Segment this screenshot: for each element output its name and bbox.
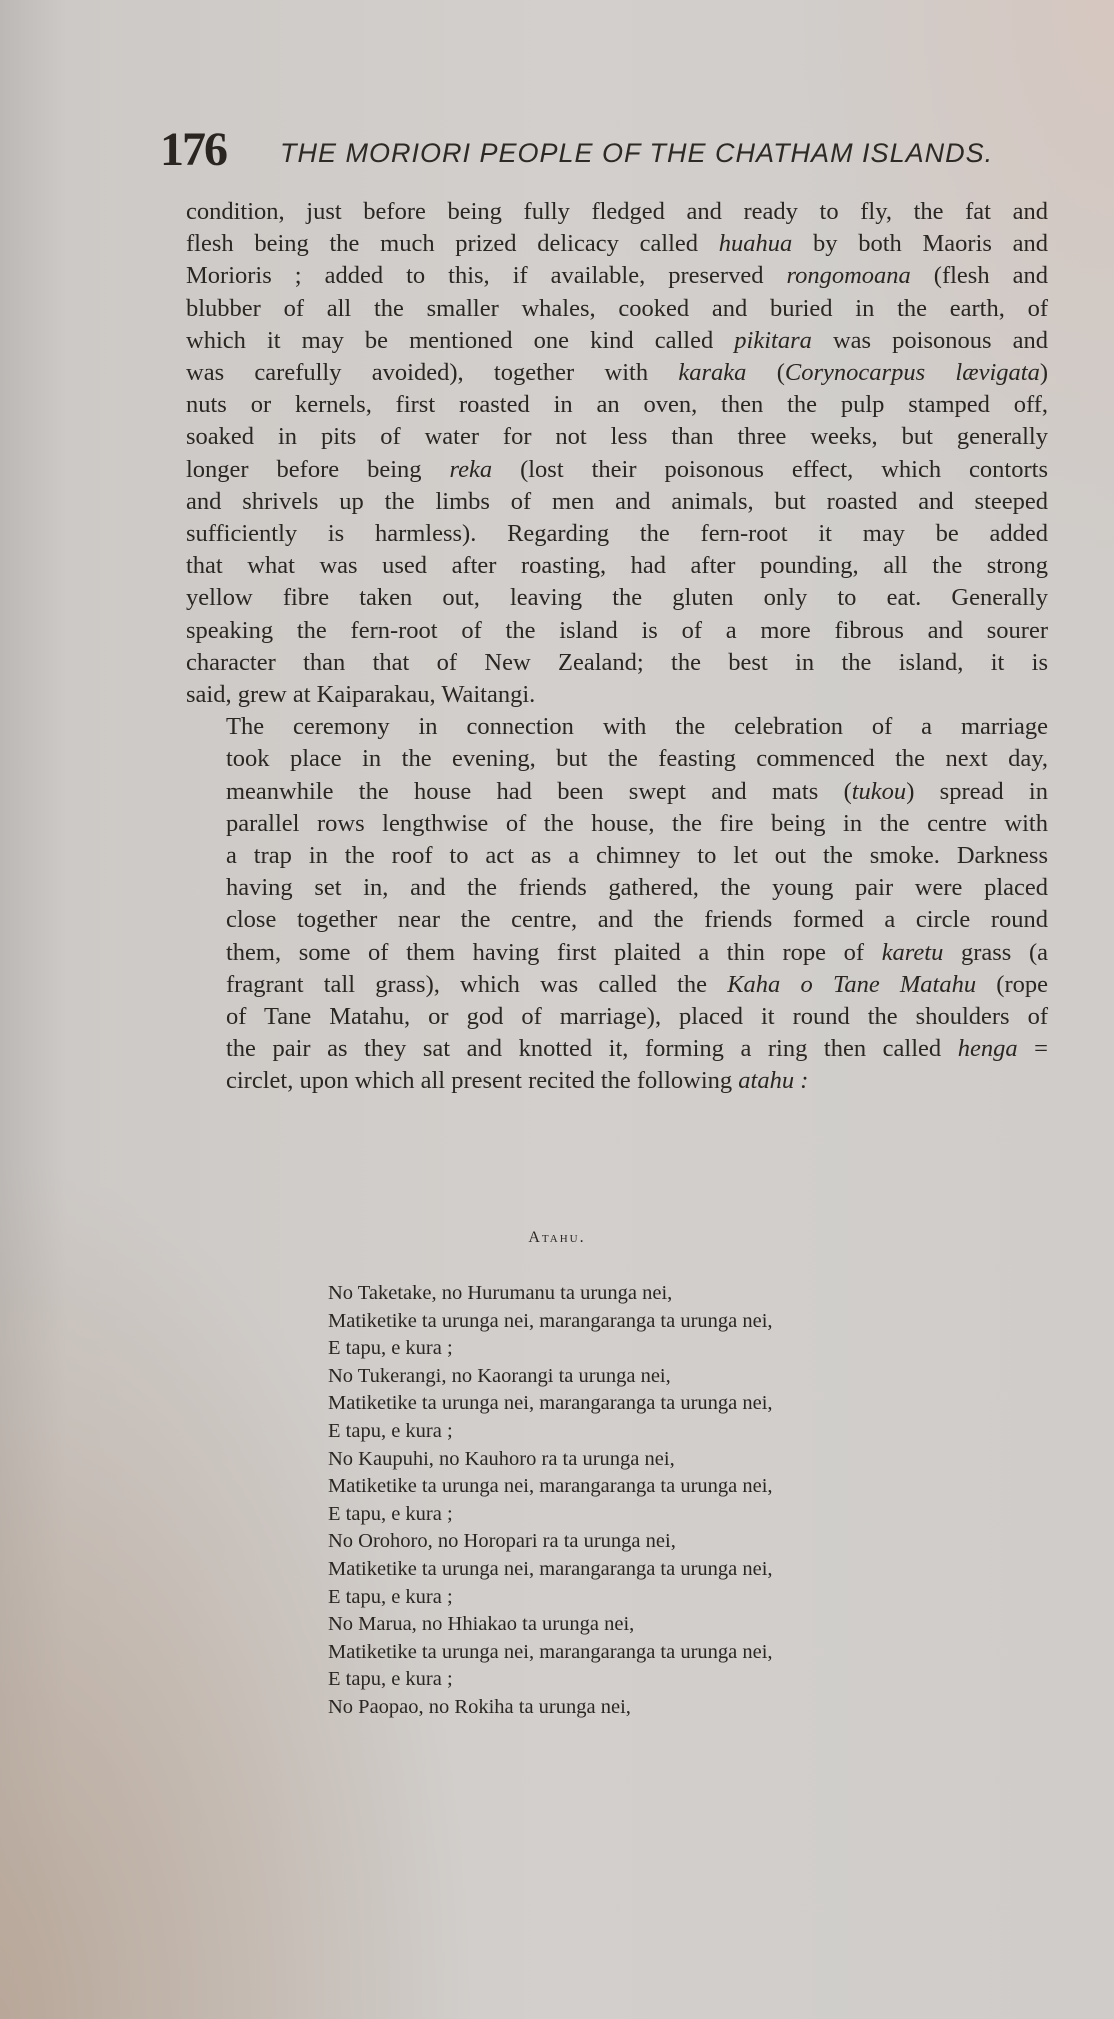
poem-line: E tapu, e kura ; xyxy=(328,1337,453,1360)
text-run: them, some of them having first plaited a thin rope of xyxy=(226,938,882,966)
poem-line: Matiketike ta urunga nei, marangaranga ta urunga nei, xyxy=(328,1640,773,1663)
italic-term: tukou xyxy=(851,777,907,805)
poem-line: Matiketike ta urunga nei, marangaranga ta urunga nei, xyxy=(328,1475,773,1498)
body-text xyxy=(186,196,1048,1098)
text-line xyxy=(186,518,1048,550)
text-run: The ceremony in connection with the celebration of a marriage xyxy=(226,713,1048,741)
text-line xyxy=(186,1033,1048,1065)
running-head: THE MORIORI PEOPLE OF THE CHATHAM ISLANDS. xyxy=(280,138,994,168)
text-run: ( xyxy=(746,359,785,387)
text-run: by both Maoris and xyxy=(792,230,1049,258)
poem-line: E tapu, e kura ; xyxy=(328,1668,453,1691)
text-line xyxy=(186,904,1048,936)
text-run: and shrivels up the limbs of men and animals, but roasted and steeped xyxy=(186,487,1048,515)
italic-term: atahu : xyxy=(738,1067,809,1095)
paragraph-2 xyxy=(186,711,1048,1097)
text-run: of Tane Matahu, or god of marriage), placed it round the shoulders of xyxy=(226,1003,1048,1031)
page-header xyxy=(160,122,994,182)
italic-term: henga xyxy=(957,1035,1018,1063)
text-run: was carefully avoided), together with xyxy=(186,359,679,387)
text-run: that what was used after roasting, had after pounding, all the strong xyxy=(186,552,1048,580)
text-run: (lost their poisonous effect, which contorts xyxy=(492,455,1048,483)
text-run: longer before being xyxy=(186,455,450,483)
text-run: took place in the evening, but the feasting commenced the next day, xyxy=(226,745,1048,773)
poem-line: No Orohoro, no Horopari ra ta urunga nei, xyxy=(328,1530,676,1553)
italic-term: karaka xyxy=(678,359,747,387)
text-line xyxy=(186,293,1048,325)
poem-line: No Kaupuhi, no Kauhoro ra ta urunga nei, xyxy=(328,1447,675,1470)
text-line xyxy=(186,1001,1048,1033)
text-line xyxy=(186,421,1048,453)
text-line xyxy=(186,389,1048,421)
text-run: (flesh and xyxy=(910,262,1048,290)
italic-term: reka xyxy=(449,455,493,483)
text-line xyxy=(186,872,1048,904)
poem-atahu xyxy=(328,1280,1028,1722)
text-line xyxy=(186,357,1048,389)
text-run: the pair as they sat and knotted it, forming a ring then called xyxy=(226,1035,958,1063)
text-line xyxy=(186,325,1048,357)
text-run: sufficiently is harmless). Regarding the fern-root it may be added xyxy=(186,520,1048,548)
text-line xyxy=(186,969,1048,1001)
paragraph-1 xyxy=(186,196,1048,711)
text-run: yellow fibre taken out, leaving the gluten only to eat. Generally xyxy=(186,584,1048,612)
italic-term: pikitara xyxy=(734,326,812,354)
text-run: said, grew at Kaiparakau, Waitangi. xyxy=(186,681,536,709)
text-line xyxy=(186,1065,1048,1097)
text-line xyxy=(186,550,1048,582)
text-line xyxy=(186,840,1048,872)
text-line xyxy=(186,454,1048,486)
poem-line: No Taketake, no Hurumanu ta urunga nei, xyxy=(328,1282,673,1304)
text-run: Morioris ; added to this, if available, preserved xyxy=(186,262,787,290)
text-line xyxy=(186,679,1048,711)
poem-line: No Paopao, no Rokiha ta urunga nei, xyxy=(328,1695,631,1718)
italic-term: Corynocarpus lævigata xyxy=(784,359,1040,387)
text-line xyxy=(186,776,1048,808)
poem-line: No Marua, no Hhiakao ta urunga nei, xyxy=(328,1613,635,1636)
text-line xyxy=(186,615,1048,647)
text-run: flesh being the much prized delicacy called xyxy=(186,230,719,258)
text-line xyxy=(186,808,1048,840)
text-run: character than that of New Zealand; the best in the island, it is xyxy=(186,648,1048,676)
text-line xyxy=(186,647,1048,679)
text-run: was poisonous and xyxy=(811,326,1048,354)
poem-line: Matiketike ta urunga nei, marangaranga ta urunga nei, xyxy=(328,1392,773,1415)
text-run: soaked in pits of water for not less than three weeks, but generally xyxy=(186,423,1048,451)
italic-term: huahua xyxy=(718,230,793,258)
text-run: speaking the fern-root of the island is of a more fibrous and sourer xyxy=(186,616,1048,644)
text-line xyxy=(186,260,1048,292)
text-line xyxy=(186,711,1048,743)
text-run: meanwhile the house had been swept and mats ( xyxy=(226,777,852,805)
text-run: circlet, upon which all present recited the following xyxy=(226,1067,739,1095)
text-run: close together near the centre, and the friends formed a circle round xyxy=(226,906,1048,934)
italic-term: karetu xyxy=(881,938,944,966)
text-run: fragrant tall grass), which was called the xyxy=(226,970,728,998)
text-run: having set in, and the friends gathered, the young pair were placed xyxy=(226,874,1048,902)
text-run: blubber of all the smaller whales, cooked and buried in the earth, of xyxy=(186,294,1048,322)
text-line xyxy=(186,743,1048,775)
text-line xyxy=(186,196,1048,228)
text-line xyxy=(186,228,1048,260)
text-run: parallel rows lengthwise of the house, the fire being in the centre with xyxy=(226,809,1048,837)
text-run: ) xyxy=(1039,359,1048,387)
page-number: 176 xyxy=(160,123,226,176)
text-run: which it may be mentioned one kind called xyxy=(186,326,735,354)
poem-line: E tapu, e kura ; xyxy=(328,1502,453,1525)
poem-line: E tapu, e kura ; xyxy=(328,1585,453,1608)
poem-line: Matiketike ta urunga nei, marangaranga ta urunga nei, xyxy=(328,1557,773,1580)
text-line xyxy=(186,486,1048,518)
poem-line: Matiketike ta urunga nei, marangaranga ta urunga nei, xyxy=(328,1309,773,1332)
italic-term: rongomoana xyxy=(786,262,911,290)
text-run: = xyxy=(1017,1035,1048,1063)
text-run: grass (a xyxy=(943,938,1048,966)
text-line xyxy=(186,582,1048,614)
italic-term: Kaha o Tane Matahu xyxy=(727,970,977,998)
text-run: a trap in the roof to act as a chimney to let out the smoke. Darkness xyxy=(226,842,1048,870)
poem-line: E tapu, e kura ; xyxy=(328,1419,453,1442)
text-run: ) spread in xyxy=(906,777,1048,805)
poem-line: No Tukerangi, no Kaorangi ta urunga nei, xyxy=(328,1364,671,1387)
poem-title: Atahu. xyxy=(528,1229,586,1246)
text-line xyxy=(186,937,1048,969)
text-run: condition, just before being fully fledged and ready to fly, the fat and xyxy=(186,198,1048,225)
text-run: nuts or kernels, first roasted in an oven, then the pulp stamped off, xyxy=(186,391,1048,419)
text-run: (rope xyxy=(976,970,1048,998)
